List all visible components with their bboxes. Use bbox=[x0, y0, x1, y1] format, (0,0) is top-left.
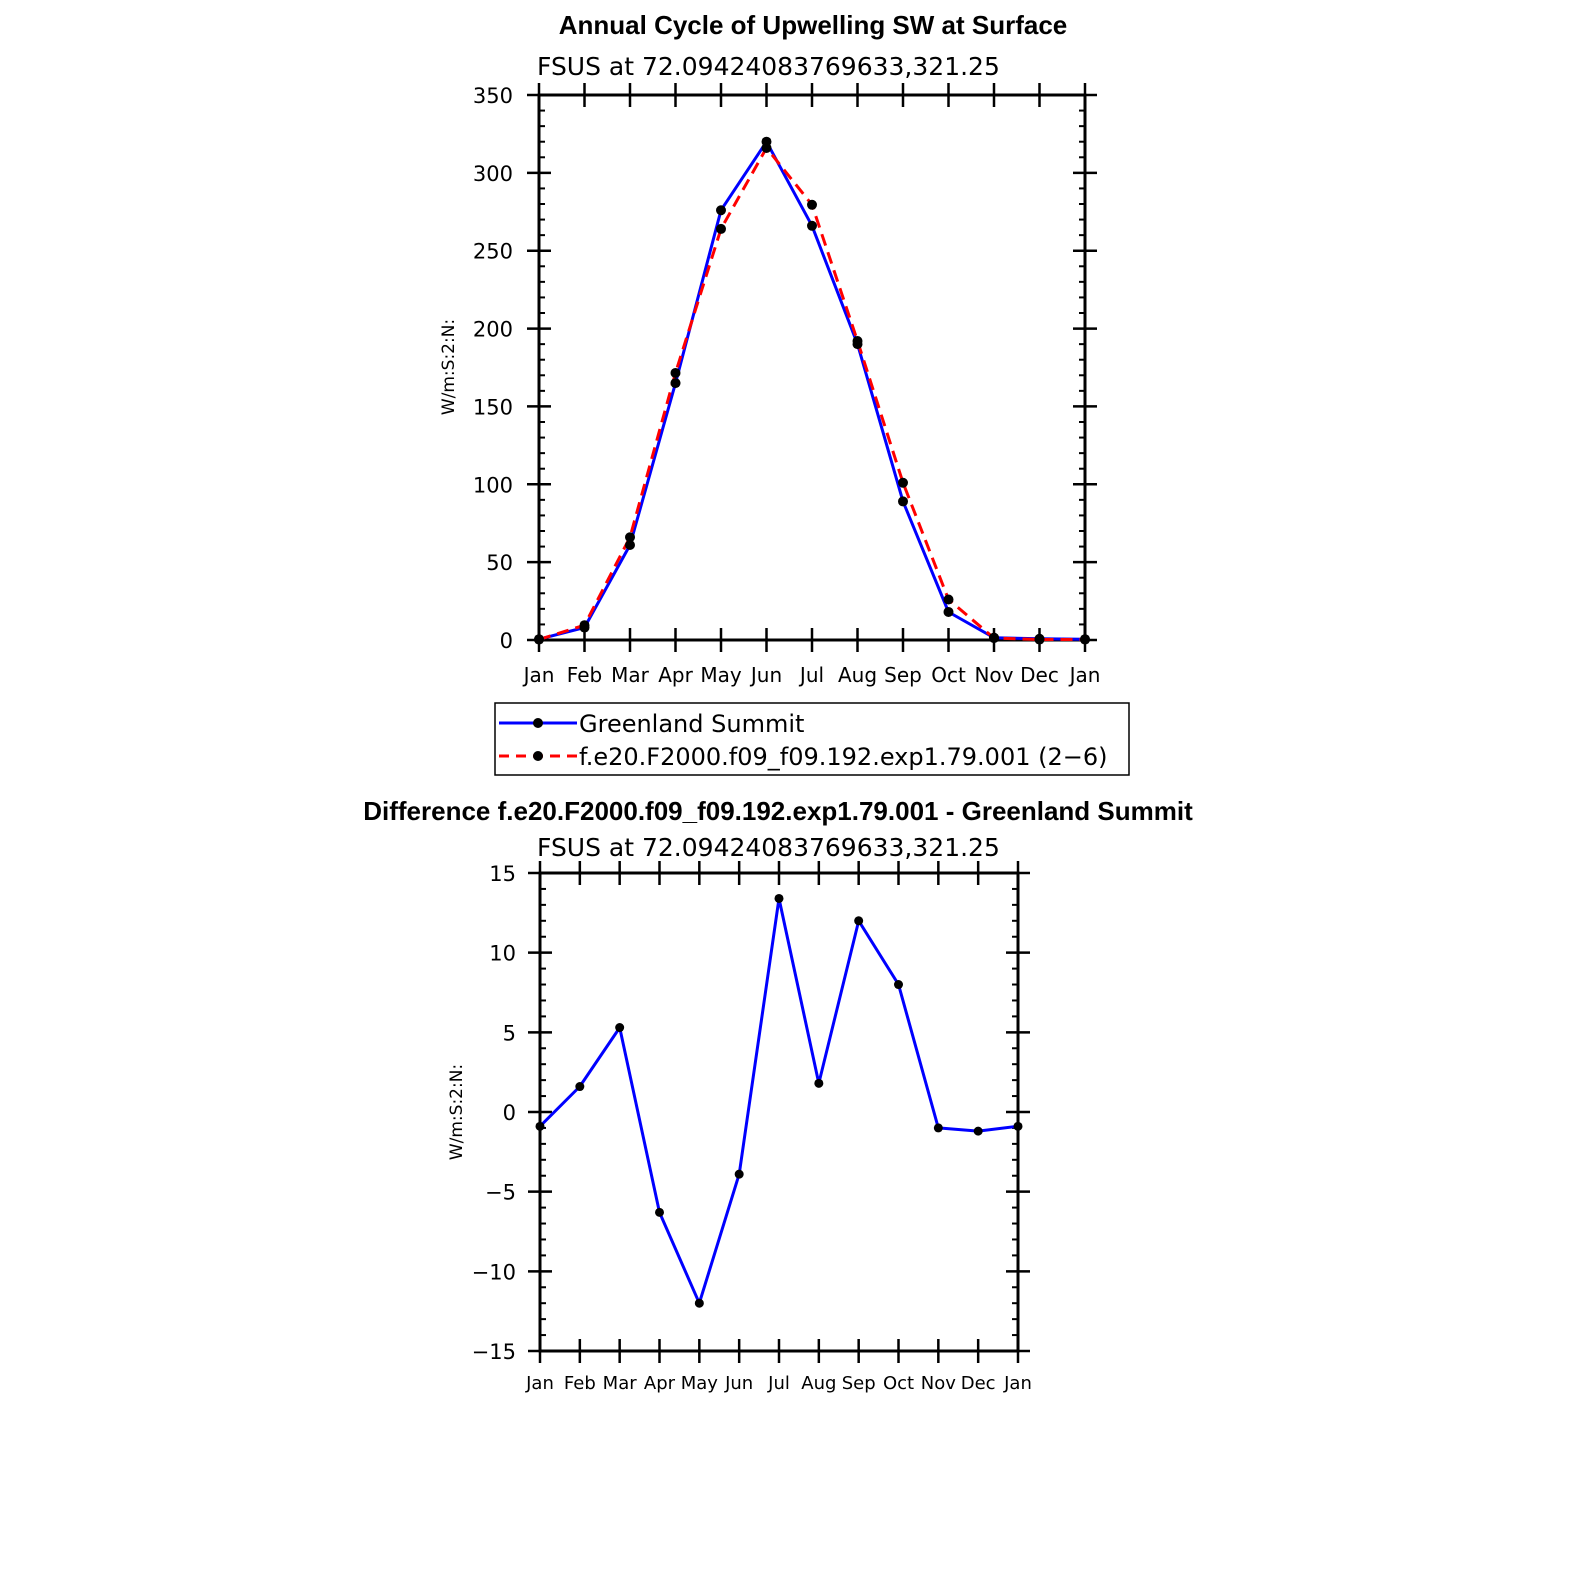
data-point bbox=[898, 478, 908, 488]
y-tick-label: 10 bbox=[489, 941, 516, 966]
x-tick-label: Apr bbox=[658, 663, 693, 687]
x-tick-label: Jan bbox=[523, 663, 555, 687]
x-tick-label: Feb bbox=[566, 663, 603, 687]
data-point bbox=[671, 378, 681, 388]
y-tick-label: 300 bbox=[472, 161, 513, 186]
data-point bbox=[536, 1122, 545, 1131]
chart-title: Difference f.e20.F2000.f09_f09.192.exp1.79.001 - Greenland Summit bbox=[363, 796, 1193, 826]
data-point bbox=[807, 221, 817, 231]
x-tick-label: May bbox=[700, 663, 742, 687]
x-tick-label: Mar bbox=[602, 1373, 637, 1394]
y-tick-label: 0 bbox=[499, 629, 513, 653]
x-tick-label: Jan bbox=[1004, 1373, 1032, 1394]
y-tick-label: 15 bbox=[489, 862, 516, 886]
legend-label-model-run: f.e20.F2000.f09_f09.192.exp1.79.001 (2−6) bbox=[579, 743, 1108, 771]
data-point bbox=[716, 224, 726, 234]
data-point bbox=[1035, 635, 1045, 645]
data-point bbox=[625, 532, 635, 542]
x-tick-label: Aug bbox=[837, 663, 878, 687]
x-tick-label: Apr bbox=[643, 1373, 676, 1394]
data-point bbox=[1080, 635, 1090, 645]
data-point bbox=[898, 496, 908, 506]
data-point bbox=[762, 143, 772, 153]
y-tick-label: 5 bbox=[502, 1021, 516, 1046]
data-point bbox=[735, 1170, 744, 1179]
data-point bbox=[615, 1023, 624, 1032]
data-point bbox=[853, 336, 863, 346]
y-tick-label: 350 bbox=[472, 84, 513, 108]
data-point bbox=[814, 1079, 823, 1088]
data-point bbox=[534, 635, 544, 645]
data-point bbox=[716, 205, 726, 215]
data-point bbox=[1014, 1122, 1023, 1131]
x-tick-label: Mar bbox=[611, 663, 649, 687]
legend-label-greenland-summit: Greenland Summit bbox=[579, 710, 805, 738]
data-point bbox=[944, 607, 954, 617]
x-tick-label: Jan bbox=[1069, 663, 1101, 687]
x-tick-label: Jun bbox=[725, 1373, 754, 1394]
x-tick-label: Jun bbox=[750, 663, 783, 687]
legend bbox=[495, 703, 1129, 775]
y-tick-label: −10 bbox=[471, 1260, 516, 1285]
y-tick-label: 0 bbox=[502, 1101, 516, 1125]
x-tick-label: Oct bbox=[882, 1373, 915, 1394]
chart-subtitle: FSUS at 72.09424083769633,321.25 bbox=[537, 833, 1000, 862]
data-point bbox=[580, 620, 590, 630]
y-tick-label: 150 bbox=[472, 395, 513, 420]
y-axis-label: W/m:S:2:N: bbox=[439, 318, 459, 416]
data-point bbox=[974, 1127, 983, 1136]
data-point bbox=[775, 894, 784, 903]
data-point bbox=[894, 980, 903, 989]
x-tick-label: Sep bbox=[841, 1373, 876, 1394]
y-axis-label: W/m:S:2:N: bbox=[447, 1063, 467, 1161]
x-tick-label: Oct bbox=[931, 663, 966, 687]
data-point bbox=[575, 1082, 584, 1091]
y-tick-label: 200 bbox=[472, 317, 513, 342]
x-tick-label: Jan bbox=[526, 1373, 554, 1394]
x-tick-label: Jul bbox=[768, 1373, 790, 1394]
x-tick-label: Nov bbox=[974, 663, 1014, 687]
y-tick-label: 100 bbox=[472, 473, 513, 498]
data-point bbox=[695, 1299, 704, 1308]
data-point bbox=[807, 200, 817, 210]
data-point bbox=[655, 1208, 664, 1217]
data-point bbox=[944, 595, 954, 605]
data-point bbox=[854, 916, 863, 925]
legend-marker-model-run bbox=[533, 751, 543, 761]
x-tick-label: Jul bbox=[799, 663, 825, 687]
y-tick-label: −5 bbox=[485, 1180, 516, 1205]
data-point bbox=[934, 1123, 943, 1132]
legend-marker-greenland-summit bbox=[533, 718, 543, 728]
chart-title: Annual Cycle of Upwelling SW at Surface bbox=[558, 10, 1068, 40]
y-tick-label: −15 bbox=[471, 1340, 516, 1364]
y-tick-label: 250 bbox=[472, 239, 513, 264]
x-tick-label: Nov bbox=[920, 1373, 956, 1394]
x-tick-label: Dec bbox=[1020, 663, 1059, 687]
x-tick-label: May bbox=[680, 1373, 718, 1394]
x-tick-label: Aug bbox=[801, 1373, 837, 1394]
data-point bbox=[671, 368, 681, 378]
x-tick-label: Sep bbox=[884, 663, 922, 687]
chart-subtitle: FSUS at 72.09424083769633,321.25 bbox=[537, 52, 1000, 81]
data-point bbox=[989, 633, 999, 643]
x-tick-label: Feb bbox=[563, 1373, 596, 1394]
y-tick-label: 50 bbox=[486, 551, 513, 576]
x-tick-label: Dec bbox=[960, 1373, 996, 1394]
